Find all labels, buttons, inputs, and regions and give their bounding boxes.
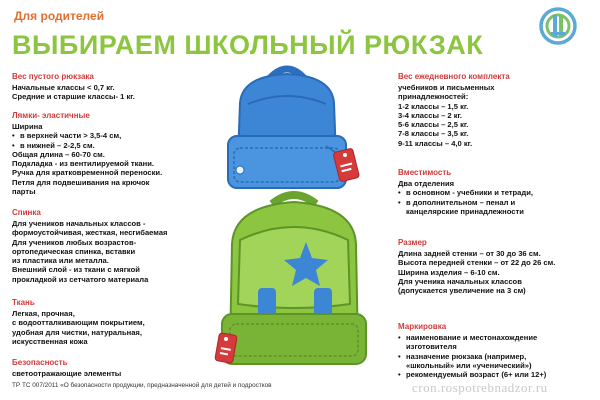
back-line: ортопедическая спинка, вставки bbox=[12, 246, 136, 256]
daily-set-line: 5-6 классы – 2,5 кг. bbox=[398, 120, 469, 130]
weight-section bbox=[12, 72, 135, 102]
daily-set-line: принадлежностей: bbox=[398, 92, 469, 102]
source-watermark: cron.rospotrebnadzor.ru bbox=[412, 380, 548, 395]
back-line: прокладкой из сетчатого материала bbox=[12, 274, 149, 284]
back-line: Для учеников любых возрастов- bbox=[12, 237, 137, 247]
fabric-section bbox=[12, 298, 145, 346]
page-title: ВЫБИРАЕМ ШКОЛЬНЫЙ РЮКЗАК bbox=[12, 30, 484, 60]
straps-heading: Лямки- эластичные bbox=[12, 111, 90, 120]
daily-set-line: 9-11 классы – 4,0 кг. bbox=[398, 138, 473, 148]
fabric-line: Легкая, прочная, bbox=[12, 309, 75, 318]
daily-set-line: 7-8 классы – 3,5 кг. bbox=[398, 129, 469, 139]
size-line: Для ученика начальных классов bbox=[398, 276, 522, 286]
marking-heading: Маркировка bbox=[398, 322, 447, 331]
capacity-section bbox=[398, 168, 533, 216]
capacity-heading: Вместимость bbox=[398, 168, 452, 177]
marking-bullet-cont: изготовителя bbox=[406, 342, 457, 352]
marking-bullet-cont: «школьный» или «ученический») bbox=[406, 360, 532, 370]
capacity-line: Два отделения bbox=[398, 179, 455, 188]
weight-heading: Вес пустого рюкзака bbox=[12, 72, 94, 81]
size-section bbox=[398, 238, 555, 295]
back-section bbox=[12, 208, 167, 284]
daily-set-line: 1-2 классы – 1,5 кг. bbox=[398, 101, 469, 111]
straps-line: Подкладка - из вентилируемой ткани. bbox=[12, 159, 154, 169]
straps-width-label: Ширина bbox=[12, 122, 43, 131]
straps-line: Петля для подвешивания на крючок bbox=[12, 177, 150, 187]
name-tag-icon bbox=[332, 142, 362, 188]
size-line: Длина задней стенки – от 30 до 36 см. bbox=[398, 249, 541, 258]
back-heading: Спинка bbox=[12, 208, 41, 217]
capacity-bullet-cont: канцелярские принадлежности bbox=[406, 206, 524, 216]
straps-bullet: • в нижней – 2-2,5 см. bbox=[12, 141, 162, 150]
fabric-line: с водоотталкивающим покрытием, bbox=[12, 318, 145, 328]
safety-line: светоотражающие элементы bbox=[12, 369, 122, 378]
marking-bullet: • наименование и местонахождение bbox=[398, 333, 546, 342]
rospotrebnadzor-logo-icon bbox=[538, 6, 578, 46]
straps-section bbox=[12, 111, 162, 196]
daily-set-section bbox=[398, 72, 510, 148]
capacity-bullet: • в основном - учебники и тетради, bbox=[398, 188, 533, 197]
size-line: Ширина изделия – 6-10 см. bbox=[398, 267, 500, 277]
marking-bullet: • рекомендуемый возраст (6+ или 12+) bbox=[398, 370, 546, 379]
fabric-line: искусственная кожа bbox=[12, 336, 88, 346]
footer-regulation: ТР ТС 007/2011 «О безопасности продукции, предназначенной для детей и подростков bbox=[12, 382, 272, 389]
daily-set-line: учебников и письменных bbox=[398, 83, 495, 92]
daily-set-line: 3-4 классы – 2 кг. bbox=[398, 110, 463, 120]
fabric-line: удобная для чистки, натуральная, bbox=[12, 327, 142, 337]
size-line: Высота передней стенки – от 22 до 26 см. bbox=[398, 258, 556, 268]
name-tag-icon bbox=[212, 326, 240, 370]
back-line: Для учеников начальных классов - bbox=[12, 219, 146, 228]
safety-section bbox=[12, 358, 121, 378]
size-line: (допускается увеличение на 3 см) bbox=[398, 286, 526, 296]
capacity-bullet: • в дополнительном – пенал и bbox=[398, 198, 533, 207]
size-heading: Размер bbox=[398, 238, 427, 247]
marking-bullet: • назначение рюкзака (например, bbox=[398, 352, 546, 361]
daily-set-heading: Вес ежедневного комплекта bbox=[398, 72, 510, 81]
weight-line: Начальные классы < 0,7 кг. bbox=[12, 83, 115, 92]
back-line: из пластика или металла. bbox=[12, 256, 109, 266]
straps-line: парты bbox=[12, 187, 36, 197]
straps-line: Ручка для кратковременной переноски. bbox=[12, 168, 163, 178]
back-line: формоустойчивая, жесткая, несгибаемая bbox=[12, 228, 168, 238]
fabric-heading: Ткань bbox=[12, 298, 35, 307]
marking-section bbox=[398, 322, 546, 379]
back-line: Внешний слой - из ткани с мягкой bbox=[12, 265, 140, 275]
safety-heading: Безопасность bbox=[12, 358, 68, 367]
weight-line: Средние и старшие классы- 1 кг. bbox=[12, 92, 135, 102]
header-kicker: Для родителей bbox=[14, 9, 105, 23]
straps-bullet: • в верхней части > 3,5-4 см, bbox=[12, 131, 162, 140]
straps-line: Общая длина – 60-70 см. bbox=[12, 149, 105, 159]
